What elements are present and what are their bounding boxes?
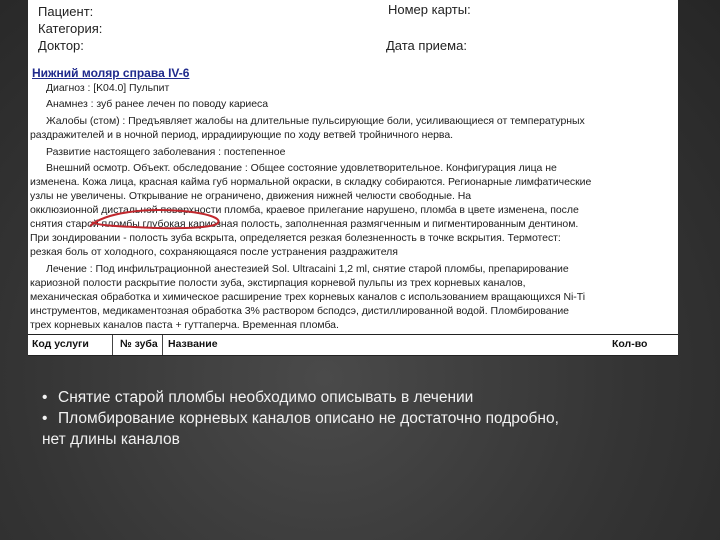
bullet-text-1: Снятие старой пломбы необходимо описывать в лечении bbox=[58, 389, 474, 406]
complaints-line-cont: раздражителей и в ночной период, иррадиирующие по ходу ветвей тройничного нерва. bbox=[30, 129, 453, 141]
column-divider bbox=[162, 335, 163, 355]
treatment-line-5: трех корневых каналов паста + гуттаперча. Временная пломба. bbox=[30, 319, 339, 331]
treatment-line-1: Лечение : Под инфильтрационной анестезией Sol. Ultracaini 1,2 ml, снятие старой пломбы, препарирование bbox=[46, 263, 569, 275]
comment-bullets bbox=[42, 387, 682, 450]
complaints-line: Жалобы (стом) : Предъявляет жалобы на длительные пульсирующие боли, усиливающиеся от температурных bbox=[46, 115, 585, 127]
col-quantity: Кол-во bbox=[612, 338, 648, 350]
col-service-code: Код услуги bbox=[32, 338, 89, 350]
category-label: Категория: bbox=[38, 21, 103, 36]
exam-line-2: изменена. Кожа лица, красная кайма губ нормальной окраски, в складку собираются. Регионарные лимфатические bbox=[30, 176, 592, 188]
treatment-line-3: механическая обработка и химическое расширение трех корневых каналов с использованием вращающихся Ni-Ti bbox=[30, 291, 586, 303]
tooth-title: Нижний моляр справа IV-6 bbox=[32, 66, 190, 80]
bullet-dot-icon: • bbox=[42, 389, 48, 406]
col-name: Название bbox=[168, 338, 218, 350]
annotation-oval-icon bbox=[86, 206, 226, 232]
visit-date-label: Дата приема: bbox=[386, 38, 467, 53]
bullet-text-2-continuation: нет длины каналов bbox=[42, 431, 180, 448]
bullet-text-2: Пломбирование корневых каналов описано не достаточно подробно, bbox=[58, 410, 559, 427]
anamnesis-line: Анамнез : зуб ранее лечен по поводу кариеса bbox=[46, 98, 269, 110]
treatment-line-4: инструментов, медикаментозная обработка 3% раствором бсподсэ, дистиллированной водой. Пломбирование bbox=[30, 305, 569, 317]
exam-line-5: снятия старой пломбы глубокая кариозная полость, заполненная размягченным и пигментированным дентином. bbox=[30, 218, 579, 230]
exam-line-4: окклюзионной дистальной поверхности пломба, краевое прилегание нарушено, пломба в цвете изменена, после bbox=[30, 204, 579, 216]
card-number-label: Номер карты: bbox=[388, 2, 471, 17]
exam-line-1: Внешний осмотр. Объект. обследование : Общее состояние удовлетворительное. Конфигурация лица не bbox=[46, 162, 557, 174]
bullet-item bbox=[42, 387, 682, 408]
exam-line-7: резкая боль от холодного, сохраняющаяся после устранения раздражителя bbox=[30, 246, 398, 258]
services-table-header bbox=[28, 334, 678, 356]
exam-line-6: При зондировании - полость зуба вскрыта, определяется резкая болезненность в точке вскрытия. Термотест: bbox=[30, 232, 561, 244]
doctor-label: Доктор: bbox=[38, 38, 84, 53]
bullet-dot-icon: • bbox=[42, 410, 48, 427]
col-tooth-number: № зуба bbox=[120, 338, 158, 350]
patient-label: Пациент: bbox=[38, 4, 94, 19]
column-divider bbox=[112, 335, 113, 355]
exam-line-3: узлы не увеличены. Открывание не ограничено, движения нижней челюсти свободные. На bbox=[30, 190, 472, 202]
disease-development-line: Развитие настоящего заболевания : постепенное bbox=[46, 146, 286, 158]
bullet-item bbox=[42, 408, 682, 429]
diagnosis-line: Диагноз : [K04.0] Пульпит bbox=[46, 82, 170, 94]
medical-record-document bbox=[28, 0, 678, 356]
treatment-line-2: кариозной полости раскрытие полости зуба, экстирпация корневой пульпы из трех корневых каналов, bbox=[30, 277, 526, 289]
